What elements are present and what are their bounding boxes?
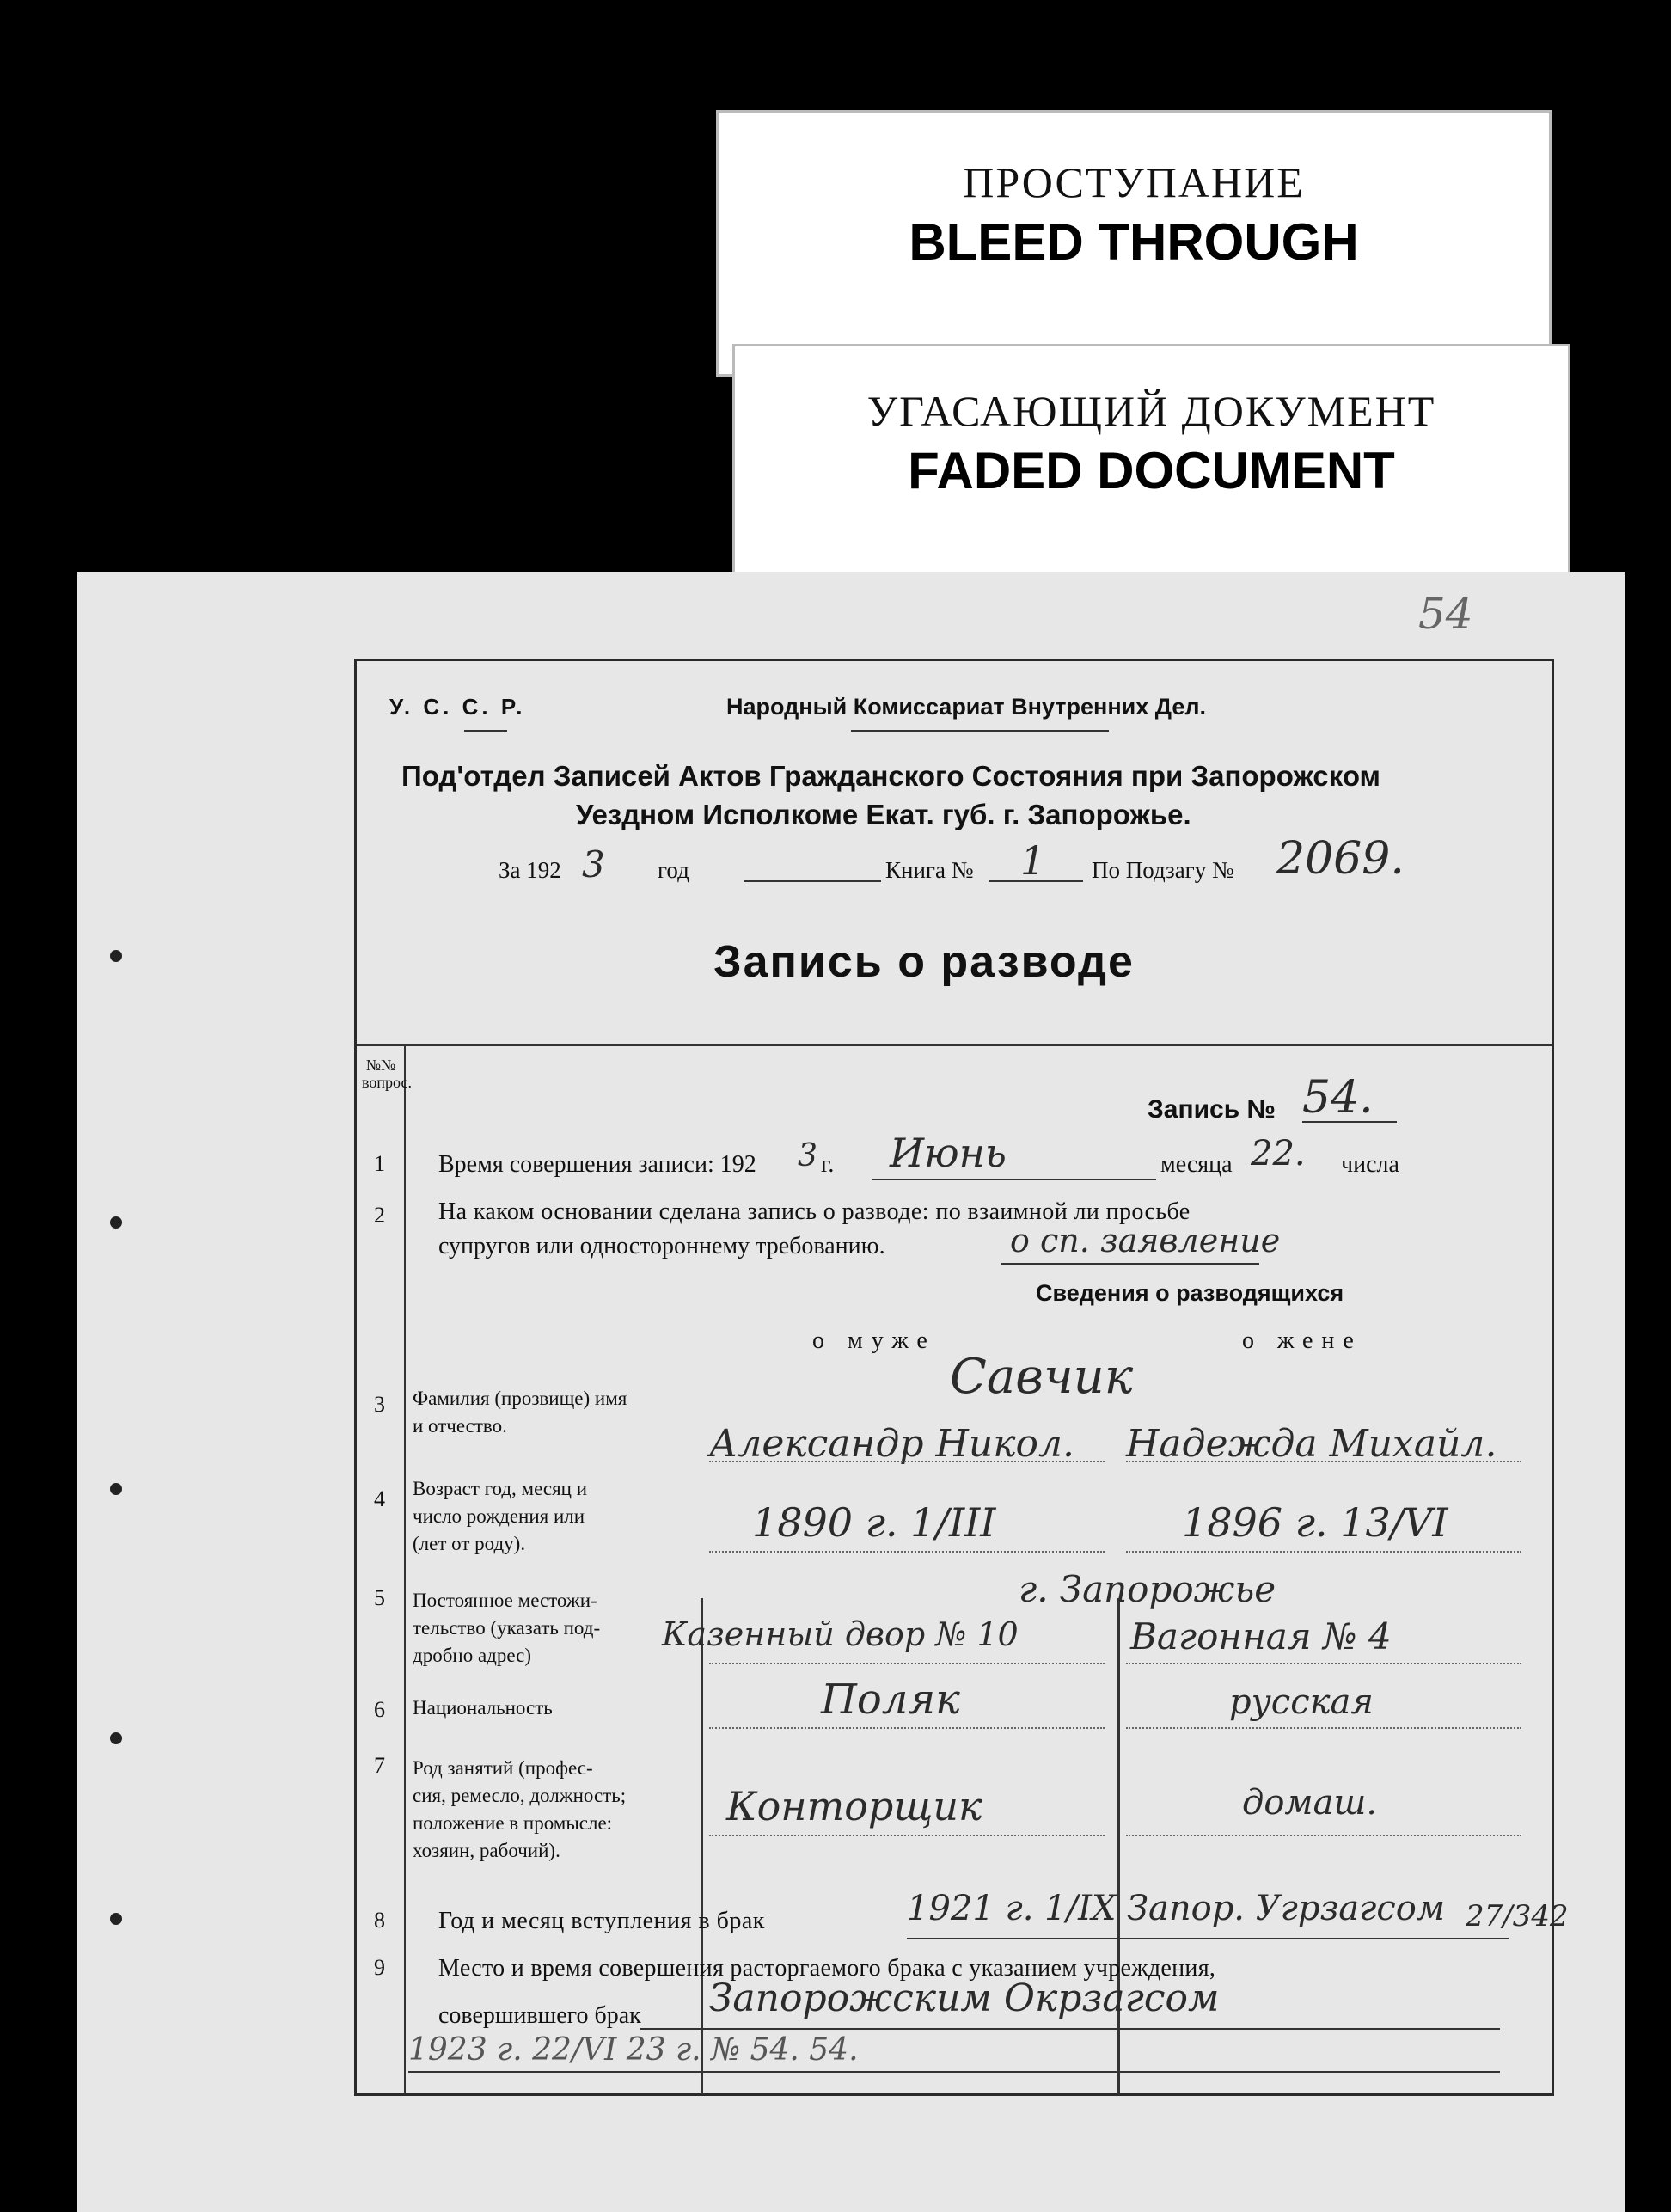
row-number: 8 (374, 1908, 385, 1933)
row9-handwritten: Запорожским Окрзагсом (709, 1976, 1220, 2020)
row-number: 1 (374, 1151, 385, 1176)
bleed-through-en: BLEED THROUGH (909, 213, 1359, 271)
dotted-line (1126, 1461, 1521, 1462)
punch-hole (110, 1732, 122, 1744)
underline (872, 1179, 1156, 1180)
footer-handwritten: 1923 г. 22/VI 23 г. № 54. 54. (408, 2032, 859, 2068)
row-number: 5 (374, 1585, 385, 1610)
underline (408, 2071, 1500, 2073)
dotted-line (1126, 1835, 1521, 1836)
row3-wife-handwritten: Надежда Михайл. (1126, 1422, 1497, 1466)
table-top-rule (357, 1044, 1552, 1046)
row7-label-2: сия, ремесло, должность; (413, 1785, 627, 1806)
row7-wife-handwritten: домаш. (1242, 1783, 1378, 1823)
husband-column-header: о муже (812, 1327, 936, 1354)
subheading: Сведения о разводящихся (1036, 1280, 1344, 1306)
row5-label-3: дробно адрес) (413, 1645, 532, 1666)
row5-husband-handwritten: Казенный двор № 10 (662, 1615, 1019, 1653)
row8-side-handwritten: 27/342 (1466, 1899, 1569, 1933)
row4-label-1: Возраст год, месяц и (413, 1478, 588, 1499)
book-handwritten: 1 (1020, 837, 1046, 884)
row-number: 9 (374, 1955, 385, 1980)
row3-surname-handwritten: Савчик (950, 1349, 1134, 1405)
row7-label-4: хозяин, рабочий). (413, 1840, 560, 1861)
year-handwritten: 3 (582, 843, 605, 885)
row9-line-1: Место и время совершения расторгаемого брака с указанием учреждения, (438, 1955, 1216, 1982)
row4-husband-handwritten: 1890 г. 1/III (752, 1499, 996, 1546)
dotted-line (709, 1727, 1105, 1729)
punch-hole (110, 1216, 122, 1229)
wife-column-header: о жене (1242, 1327, 1362, 1354)
row-number: 2 (374, 1203, 385, 1228)
office-line-1: Под'отдел Записей Актов Гражданского Состояния при Запорожском (401, 760, 1380, 792)
faded-document-card (732, 344, 1570, 576)
underline (744, 880, 881, 882)
row1-label: Время совершения записи: 192 (438, 1151, 756, 1178)
row1-day-handwritten: 22. (1251, 1134, 1306, 1173)
row7-label-3: положение в промысле: (413, 1812, 613, 1834)
record-label: Запись № (1148, 1095, 1276, 1124)
office-line-2: Уездном Исполкоме Екат. губ. г. Запорожье. (576, 799, 1191, 830)
divider (464, 730, 507, 732)
label-column-rule (701, 1598, 703, 2094)
form-frame (354, 659, 1569, 2096)
row9-line-2: совершившего брак (438, 2002, 641, 2029)
record-number-handwritten: 54. (1302, 1072, 1374, 1124)
podzag-number-handwritten: 2069. (1276, 833, 1405, 885)
dotted-line (709, 1551, 1105, 1553)
row-number: 4 (374, 1486, 385, 1511)
row4-label-3: (лет от роду). (413, 1533, 526, 1554)
row2-handwritten: о сп. заявление (1010, 1222, 1281, 1259)
row6-husband-handwritten: Поляк (821, 1676, 960, 1724)
bleed-through-ru: ПРОСТУПАНИЕ (963, 158, 1305, 206)
dotted-line (709, 1663, 1105, 1664)
row1-day-label: числа (1341, 1151, 1399, 1178)
row8-handwritten: 1921 г. 1/IX Запор. Угрзагсом (907, 1889, 1445, 1928)
year-label: За 192 (499, 857, 561, 883)
row-number: 7 (374, 1753, 385, 1778)
row5-label-2: тельство (указать под- (413, 1617, 601, 1639)
number-column-rule (404, 1044, 406, 2093)
row4-wife-handwritten: 1896 г. 13/VI (1182, 1499, 1448, 1546)
row7-label-1: Род занятий (профес- (413, 1757, 593, 1779)
row3-label-1: Фамилия (прозвище) имя (413, 1388, 627, 1409)
corner-mark: 54 (1418, 589, 1473, 639)
row5-city-handwritten: г. Запорожье (1019, 1568, 1276, 1610)
dotted-line (709, 1835, 1105, 1836)
question-number-header: №№ вопрос. (362, 1057, 412, 1091)
underline (1001, 1263, 1259, 1265)
dotted-line (1126, 1663, 1521, 1664)
row-number: 3 (374, 1392, 385, 1417)
punch-hole (110, 1483, 122, 1495)
underline (640, 2028, 1500, 2030)
page-title: Запись о разводе (713, 937, 1135, 987)
row1-g-label: г. (821, 1151, 835, 1178)
document-page (77, 572, 1625, 2212)
dotted-line (709, 1461, 1105, 1462)
row3-label-2: и отчество. (413, 1415, 507, 1437)
commissariat-label: Народный Комиссариат Внутренних Дел. (726, 694, 1206, 720)
row6-label: Национальность (413, 1697, 553, 1719)
row1-month-handwritten: Июнь (890, 1130, 1007, 1176)
underline (907, 1938, 1509, 1939)
row1-month-label: месяца (1160, 1151, 1233, 1178)
book-label: Книга № (885, 857, 974, 883)
row2-line-2: супругов или одностороннему требованию. (438, 1233, 885, 1259)
punch-hole (110, 950, 122, 962)
bleed-through-card (716, 110, 1552, 377)
row4-label-2: число рождения или (413, 1505, 585, 1527)
underline (1302, 1121, 1397, 1123)
podzag-label: По Подзагу № (1092, 857, 1234, 883)
row1-year-handwritten: 3 (798, 1138, 817, 1173)
row2-line-1: На каком основании сделана запись о разводе: по взаимной ли просьбе (438, 1198, 1191, 1225)
row3-husband-handwritten: Александр Никол. (709, 1422, 1075, 1466)
god-label: год (658, 857, 689, 883)
row5-wife-handwritten: Вагонная № 4 (1130, 1615, 1392, 1657)
dotted-line (1126, 1551, 1521, 1553)
punch-hole (110, 1913, 122, 1925)
dotted-line (1126, 1727, 1521, 1729)
faded-document-ru: УГАСАЮЩИЙ ДОКУМЕНТ (866, 387, 1436, 435)
divider (851, 730, 1109, 732)
underline (989, 880, 1083, 882)
faded-document-en: FADED DOCUMENT (908, 442, 1395, 499)
row5-label-1: Постоянное местожи- (413, 1590, 597, 1611)
row8-label: Год и месяц вступления в брак (438, 1908, 765, 1934)
row7-husband-handwritten: Конторщик (726, 1783, 982, 1829)
row6-wife-handwritten: русская (1229, 1682, 1374, 1722)
row-number: 6 (374, 1697, 385, 1722)
state-label: У. С. С. Р. (389, 694, 526, 720)
